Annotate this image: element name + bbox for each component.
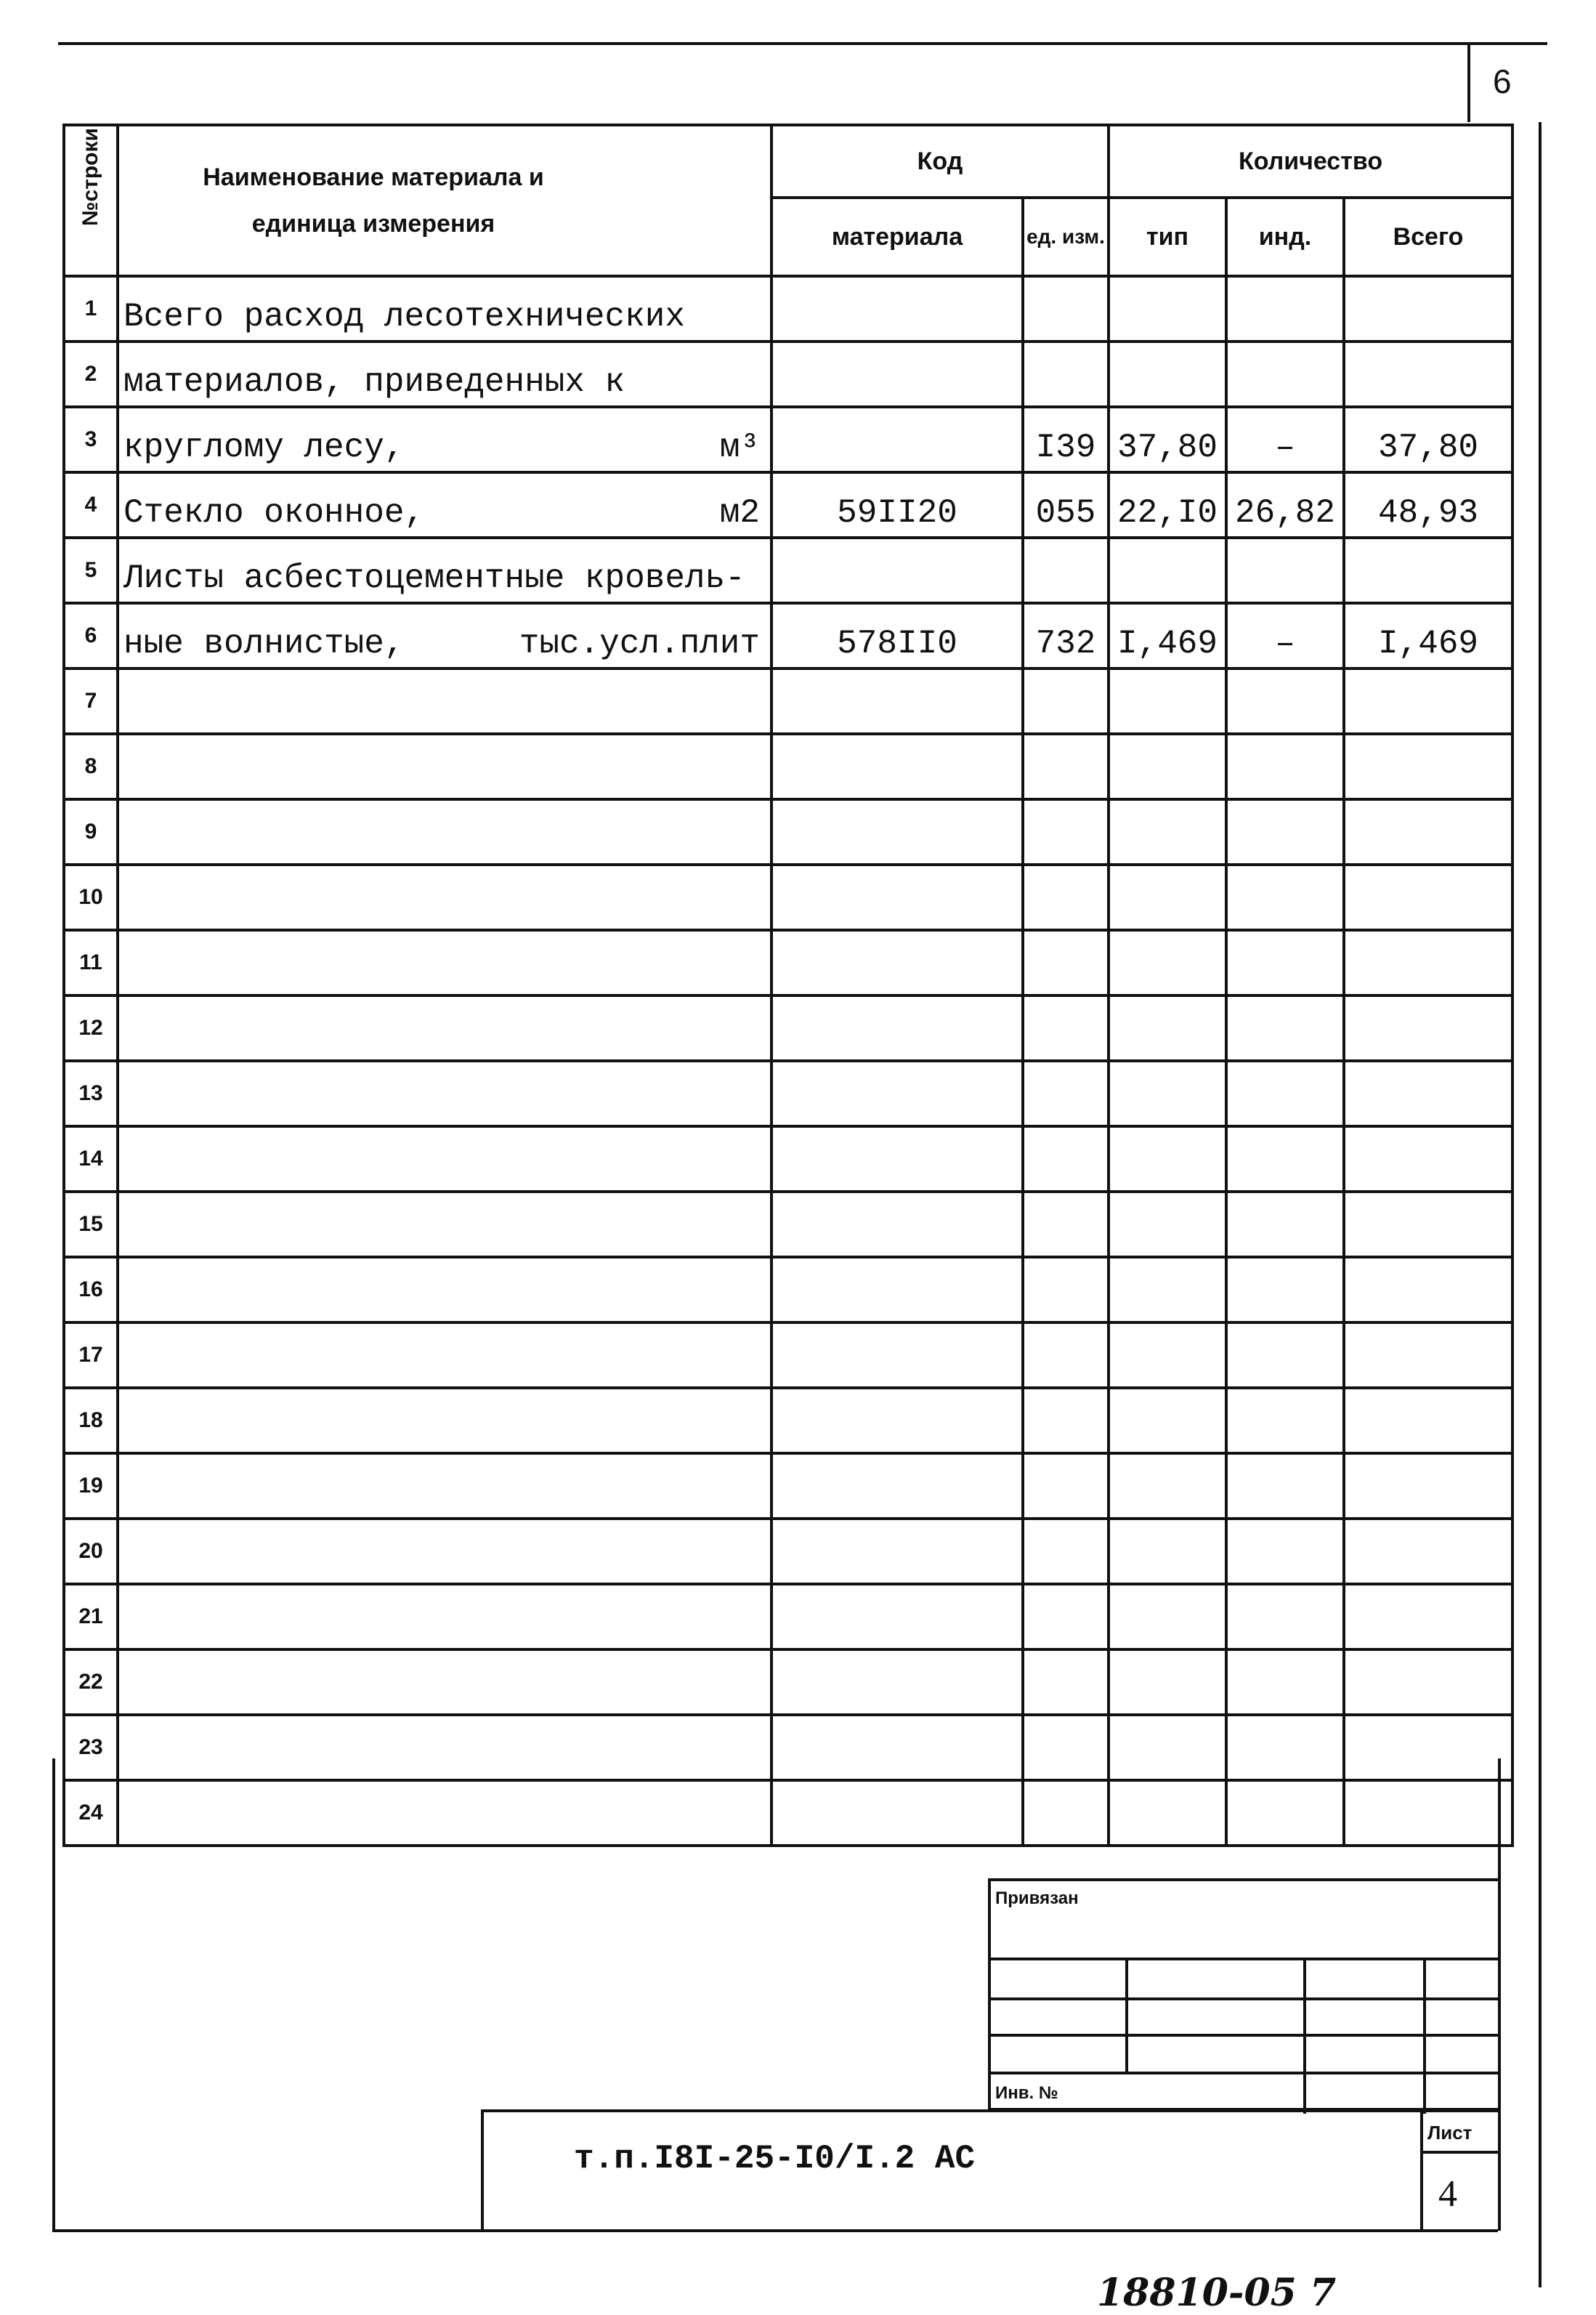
- material-name-cell: [118, 1126, 771, 1192]
- unit-code-cell: [1023, 930, 1109, 995]
- quantity-ind-cell: [1226, 995, 1344, 1061]
- inventory-number-label: Инв. №: [995, 2083, 1058, 2103]
- material-code-cell: [771, 1192, 1023, 1257]
- material-name-cell: ные волнистые, тыс.усл.плит: [118, 603, 771, 668]
- quantity-tip-cell: [1109, 1584, 1226, 1649]
- quantity-ind-cell: [1226, 1257, 1344, 1322]
- header-total: Всего: [1344, 198, 1512, 276]
- material-code-cell: [771, 1257, 1023, 1322]
- quantity-total-cell: 37,80: [1344, 407, 1512, 472]
- header-material-code: материала: [771, 198, 1023, 276]
- sheet-cell-divider: [1420, 2109, 1423, 2229]
- material-code-cell: [771, 930, 1023, 995]
- row-number-cell: 20: [64, 1519, 118, 1584]
- quantity-tip-cell: [1109, 799, 1226, 865]
- material-name-cell: [118, 1715, 771, 1780]
- unit-code-cell: 055: [1023, 472, 1109, 538]
- material-name-cell: [118, 1519, 771, 1584]
- table-row: [64, 734, 1512, 799]
- quantity-total-cell: [1344, 1584, 1512, 1649]
- row-number-cell: 18: [64, 1388, 118, 1453]
- quantity-tip-cell: [1109, 538, 1226, 603]
- quantity-tip-cell: [1109, 276, 1226, 342]
- table-row: [64, 668, 1512, 734]
- table-row: [64, 995, 1512, 1061]
- material-name-cell: Листы асбестоцементные кровель-: [118, 538, 771, 603]
- material-name-cell: [118, 1192, 771, 1257]
- quantity-ind-cell: [1226, 930, 1344, 995]
- material-name-cell: [118, 1780, 771, 1846]
- table-row: [64, 342, 1512, 407]
- table-row: [64, 472, 1512, 538]
- material-name-cell: Всего расход лесотехнических: [118, 276, 771, 342]
- page-number-box-left: [1467, 42, 1470, 122]
- quantity-tip-cell: [1109, 1519, 1226, 1584]
- header-row-number: №строки: [64, 125, 118, 276]
- sheet-label-divider: [1420, 2151, 1498, 2154]
- quantity-tip-cell: 22,I0: [1109, 472, 1226, 538]
- quantity-tip-cell: [1109, 1061, 1226, 1126]
- quantity-ind-cell: [1226, 1519, 1344, 1584]
- row-number-cell: 15: [64, 1192, 118, 1257]
- unit-code-cell: [1023, 668, 1109, 734]
- quantity-total-cell: [1344, 1715, 1512, 1780]
- material-code-cell: [771, 1388, 1023, 1453]
- materials-table: [62, 124, 1514, 1847]
- material-name-cell: [118, 734, 771, 799]
- unit-code-cell: I39: [1023, 407, 1109, 472]
- table-row: [64, 538, 1512, 603]
- unit-code-cell: [1023, 1257, 1109, 1322]
- header-material-name: Наименование материала и единица измерения: [118, 125, 771, 276]
- quantity-ind-cell: –: [1226, 407, 1344, 472]
- unit-code-cell: [1023, 1192, 1109, 1257]
- material-code-cell: [771, 1126, 1023, 1192]
- unit-code-cell: [1023, 1519, 1109, 1584]
- material-name-cell: [118, 799, 771, 865]
- top-border-line: [58, 42, 1547, 45]
- material-code-cell: 578II0: [771, 603, 1023, 668]
- unit-of-measure: тыс.усл.плит: [519, 625, 760, 663]
- unit-code-cell: [1023, 799, 1109, 865]
- quantity-tip-cell: [1109, 1649, 1226, 1715]
- table-row: [64, 1322, 1512, 1388]
- material-code-cell: [771, 1061, 1023, 1126]
- quantity-tip-cell: [1109, 865, 1226, 930]
- quantity-ind-cell: [1226, 1780, 1344, 1846]
- quantity-tip-cell: I,469: [1109, 603, 1226, 668]
- table-row: [64, 603, 1512, 668]
- row-number-cell: 21: [64, 1584, 118, 1649]
- unit-code-cell: [1023, 1649, 1109, 1715]
- material-code-cell: [771, 407, 1023, 472]
- quantity-total-cell: [1344, 734, 1512, 799]
- quantity-total-cell: [1344, 1388, 1512, 1453]
- quantity-ind-cell: [1226, 799, 1344, 865]
- table-row: [64, 1453, 1512, 1519]
- row-number-cell: 1: [64, 276, 118, 342]
- material-code-cell: [771, 1519, 1023, 1584]
- quantity-ind-cell: [1226, 276, 1344, 342]
- table-row: [64, 1257, 1512, 1322]
- material-name-cell: [118, 1388, 771, 1453]
- quantity-tip-cell: [1109, 668, 1226, 734]
- row-number-cell: 22: [64, 1649, 118, 1715]
- material-code-cell: [771, 668, 1023, 734]
- material-code-cell: [771, 1584, 1023, 1649]
- quantity-total-cell: [1344, 276, 1512, 342]
- quantity-ind-cell: [1226, 1388, 1344, 1453]
- material-code-cell: [771, 276, 1023, 342]
- material-code-cell: [771, 865, 1023, 930]
- quantity-ind-cell: [1226, 1715, 1344, 1780]
- quantity-ind-cell: [1226, 1584, 1344, 1649]
- material-name-cell: [118, 1649, 771, 1715]
- sheet-number: 4: [1438, 2173, 1457, 2215]
- table-row: [64, 1649, 1512, 1715]
- quantity-ind-cell: [1226, 1453, 1344, 1519]
- row-number-cell: 2: [64, 342, 118, 407]
- header-code-group: Код: [771, 125, 1109, 198]
- header-quantity-group: Количество: [1109, 125, 1512, 198]
- header-tip: тип: [1109, 198, 1226, 276]
- quantity-total-cell: [1344, 1061, 1512, 1126]
- quantity-total-cell: [1344, 799, 1512, 865]
- quantity-total-cell: [1344, 538, 1512, 603]
- row-number-cell: 24: [64, 1780, 118, 1846]
- unit-code-cell: [1023, 1126, 1109, 1192]
- quantity-ind-cell: [1226, 1649, 1344, 1715]
- material-code-cell: [771, 538, 1023, 603]
- material-name-cell: [118, 1453, 771, 1519]
- quantity-tip-cell: [1109, 1257, 1226, 1322]
- quantity-total-cell: I,469: [1344, 603, 1512, 668]
- material-code-cell: [771, 1649, 1023, 1715]
- quantity-ind-cell: [1226, 1192, 1344, 1257]
- quantity-total-cell: [1344, 1322, 1512, 1388]
- unit-code-cell: [1023, 1715, 1109, 1780]
- quantity-tip-cell: [1109, 1322, 1226, 1388]
- table-row: [64, 407, 1512, 472]
- quantity-total-cell: [1344, 1519, 1512, 1584]
- unit-code-cell: [1023, 1388, 1109, 1453]
- page-number: 6: [1493, 62, 1512, 100]
- material-code-cell: 59II20: [771, 472, 1023, 538]
- quantity-tip-cell: [1109, 1780, 1226, 1846]
- quantity-total-cell: [1344, 1126, 1512, 1192]
- unit-code-cell: [1023, 1061, 1109, 1126]
- quantity-ind-cell: [1226, 1126, 1344, 1192]
- table-row: [64, 799, 1512, 865]
- handwritten-archive-number: 18810-05 7: [1097, 2271, 1337, 2315]
- binding-stamp: [988, 1878, 1498, 2111]
- table-row: [64, 1519, 1512, 1584]
- row-number-cell: 10: [64, 865, 118, 930]
- unit-of-measure: м³: [719, 429, 760, 466]
- row-number-cell: 13: [64, 1061, 118, 1126]
- material-name-cell: [118, 1257, 771, 1322]
- quantity-ind-cell: [1226, 538, 1344, 603]
- quantity-ind-cell: [1226, 1061, 1344, 1126]
- quantity-ind-cell: [1226, 865, 1344, 930]
- quantity-total-cell: [1344, 865, 1512, 930]
- quantity-ind-cell: [1226, 668, 1344, 734]
- material-code-cell: [771, 1453, 1023, 1519]
- table-row: [64, 1192, 1512, 1257]
- unit-code-cell: [1023, 538, 1109, 603]
- row-number-cell: 3: [64, 407, 118, 472]
- quantity-total-cell: [1344, 1192, 1512, 1257]
- quantity-tip-cell: [1109, 1192, 1226, 1257]
- unit-code-cell: [1023, 342, 1109, 407]
- quantity-total-cell: [1344, 995, 1512, 1061]
- table-row: [64, 1061, 1512, 1126]
- frame-bottom-line: [52, 2229, 1498, 2232]
- unit-code-cell: [1023, 276, 1109, 342]
- quantity-ind-cell: 26,82: [1226, 472, 1344, 538]
- row-number-cell: 9: [64, 799, 118, 865]
- unit-code-cell: [1023, 995, 1109, 1061]
- material-code-cell: [771, 1780, 1023, 1846]
- material-code-cell: [771, 799, 1023, 865]
- unit-code-cell: [1023, 1584, 1109, 1649]
- table-row: [64, 1388, 1512, 1453]
- material-name-cell: [118, 1322, 771, 1388]
- quantity-tip-cell: [1109, 734, 1226, 799]
- material-name-cell: [118, 930, 771, 995]
- quantity-tip-cell: [1109, 1453, 1226, 1519]
- quantity-total-cell: 48,93: [1344, 472, 1512, 538]
- material-name-cell: круглому лесу, м³: [118, 407, 771, 472]
- row-number-cell: 5: [64, 538, 118, 603]
- quantity-ind-cell: –: [1226, 603, 1344, 668]
- quantity-total-cell: [1344, 930, 1512, 995]
- binding-label: Привязан: [995, 1888, 1079, 1908]
- row-number-cell: 12: [64, 995, 118, 1061]
- quantity-total-cell: [1344, 668, 1512, 734]
- quantity-tip-cell: [1109, 1388, 1226, 1453]
- row-number-cell: 11: [64, 930, 118, 995]
- quantity-ind-cell: [1226, 734, 1344, 799]
- frame-left-line: [52, 1758, 55, 2231]
- row-number-cell: 8: [64, 734, 118, 799]
- row-number-cell: 6: [64, 603, 118, 668]
- material-code-cell: [771, 1715, 1023, 1780]
- row-number-cell: 16: [64, 1257, 118, 1322]
- table-row: [64, 276, 1512, 342]
- quantity-ind-cell: [1226, 342, 1344, 407]
- frame-right-line: [1539, 122, 1542, 2287]
- material-name-cell: материалов, приведенных к: [118, 342, 771, 407]
- material-code-cell: [771, 995, 1023, 1061]
- table-row: [64, 1126, 1512, 1192]
- sheet-label: Лист: [1427, 2122, 1473, 2144]
- quantity-total-cell: [1344, 1649, 1512, 1715]
- row-number-cell: 19: [64, 1453, 118, 1519]
- quantity-total-cell: [1344, 1780, 1512, 1846]
- header-ind: инд.: [1226, 198, 1344, 276]
- table-row: [64, 930, 1512, 995]
- header-unit-code: ед. изм.: [1023, 198, 1109, 276]
- table-row: [64, 1715, 1512, 1780]
- quantity-tip-cell: [1109, 342, 1226, 407]
- quantity-total-cell: [1344, 342, 1512, 407]
- material-code-cell: [771, 1322, 1023, 1388]
- material-name-cell: [118, 1061, 771, 1126]
- quantity-tip-cell: 37,80: [1109, 407, 1226, 472]
- quantity-total-cell: [1344, 1257, 1512, 1322]
- frame-inner-right-line: [1498, 1758, 1501, 2231]
- unit-of-measure: м2: [719, 494, 760, 532]
- unit-code-cell: [1023, 1453, 1109, 1519]
- quantity-tip-cell: [1109, 1715, 1226, 1780]
- material-name-cell: [118, 668, 771, 734]
- table-row: [64, 1584, 1512, 1649]
- row-number-cell: 7: [64, 668, 118, 734]
- document-code: т.п.I8I-25-I0/I.2 АС: [574, 2140, 976, 2178]
- quantity-tip-cell: [1109, 930, 1226, 995]
- table-row: [64, 1780, 1512, 1846]
- quantity-total-cell: [1344, 1453, 1512, 1519]
- quantity-tip-cell: [1109, 995, 1226, 1061]
- row-number-cell: 17: [64, 1322, 118, 1388]
- material-code-cell: [771, 734, 1023, 799]
- material-name-cell: Стекло оконное, м2: [118, 472, 771, 538]
- material-name-cell: [118, 1584, 771, 1649]
- unit-code-cell: [1023, 1780, 1109, 1846]
- table-row: [64, 865, 1512, 930]
- material-name-cell: [118, 995, 771, 1061]
- material-code-cell: [771, 342, 1023, 407]
- unit-code-cell: [1023, 1322, 1109, 1388]
- row-number-cell: 14: [64, 1126, 118, 1192]
- unit-code-cell: 732: [1023, 603, 1109, 668]
- row-number-cell: 4: [64, 472, 118, 538]
- unit-code-cell: [1023, 734, 1109, 799]
- row-number-cell: 23: [64, 1715, 118, 1780]
- unit-code-cell: [1023, 865, 1109, 930]
- quantity-tip-cell: [1109, 1126, 1226, 1192]
- material-name-cell: [118, 865, 771, 930]
- quantity-ind-cell: [1226, 1322, 1344, 1388]
